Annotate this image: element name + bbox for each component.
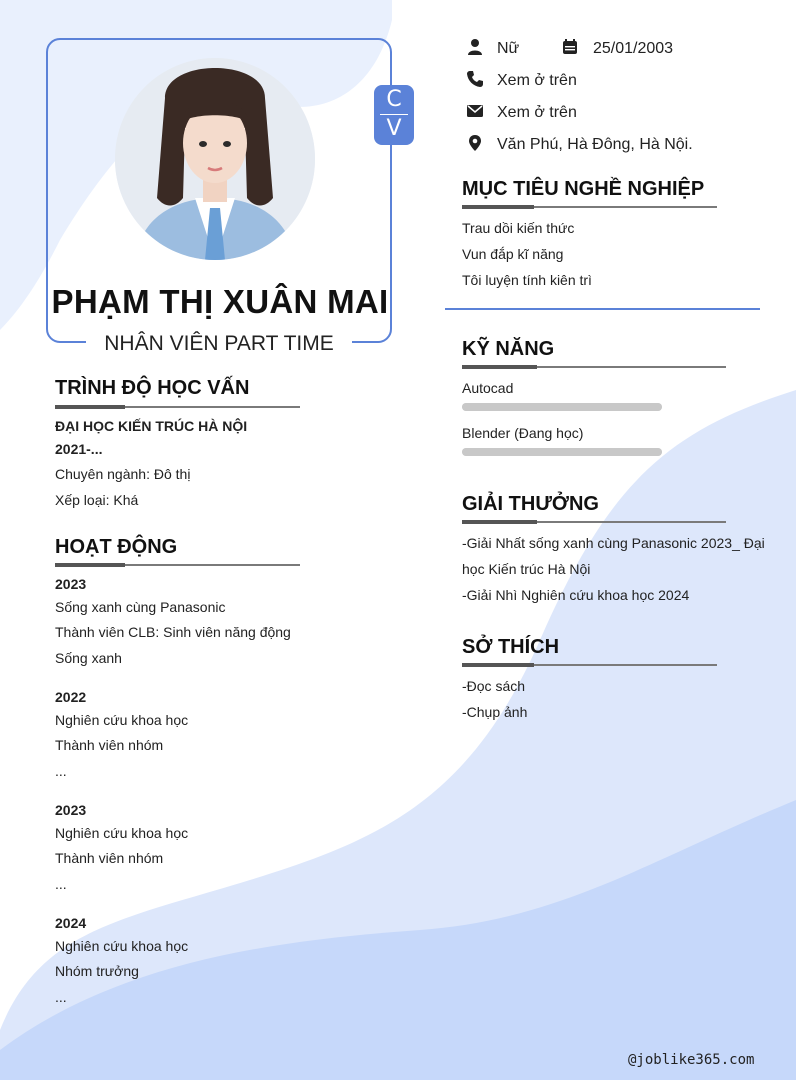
- awards-underline: [462, 521, 726, 523]
- email-icon: [466, 102, 484, 120]
- objective-underline: [462, 206, 717, 208]
- contact-birthday: 25/01/2003: [593, 40, 674, 57]
- activity-line: Nghiên cứu khoa học: [55, 938, 189, 954]
- activity-line: Thành viên CLB: Sinh viên năng động: [55, 624, 291, 640]
- contact-phone: Xem ở trên: [497, 72, 577, 89]
- activity-line: Thành viên nhóm: [55, 737, 164, 753]
- contact-email: Xem ở trên: [497, 104, 577, 121]
- activity-line: ...: [55, 876, 67, 892]
- activity-line: Sống xanh cùng Panasonic: [55, 599, 226, 615]
- portrait-illustration: [115, 58, 315, 260]
- education-heading: TRÌNH ĐỘ HỌC VẤN: [55, 377, 250, 399]
- objective-line: Tôi luyện tính kiên trì: [462, 272, 592, 288]
- hobby-line: -Chụp ảnh: [462, 704, 528, 720]
- watermark: @joblike365.com: [628, 1052, 755, 1068]
- cv-badge-bottom: V: [386, 116, 402, 141]
- activity-line: Nghiên cứu khoa học: [55, 825, 189, 841]
- hobbies-underline: [462, 664, 717, 666]
- cv-badge-divider: [380, 114, 408, 115]
- education-underline: [55, 406, 300, 408]
- contact-gender: Nữ: [497, 40, 520, 57]
- activity-year: 2024: [55, 915, 87, 931]
- job-title: NHÂN VIÊN PART TIME: [86, 330, 352, 358]
- education-major: Chuyên ngành: Đô thị: [55, 466, 191, 482]
- education-school: ĐẠI HỌC KIẾN TRÚC HÀ NỘI: [55, 418, 248, 434]
- skill-level-fill: [462, 448, 662, 456]
- cv-badge: [374, 85, 414, 145]
- skill-name: Autocad: [462, 380, 514, 396]
- award-line: học Kiến trúc Hà Nội: [462, 561, 591, 577]
- calendar-icon: [561, 38, 579, 56]
- awards-heading: GIẢI THƯỞNG: [462, 493, 599, 515]
- activity-year: 2022: [55, 689, 87, 705]
- award-line: -Giải Nhất sống xanh cùng Panasonic 2023_ Đại: [462, 535, 765, 551]
- skill-level-fill: [462, 403, 662, 411]
- activities-underline: [55, 564, 300, 566]
- hobby-line: -Đọc sách: [462, 678, 526, 694]
- skill-level-bar: [462, 448, 662, 456]
- activity-line: Sống xanh: [55, 650, 122, 666]
- award-line: -Giải Nhì Nghiên cứu khoa học 2024: [462, 587, 690, 603]
- activity-line: Nghiên cứu khoa học: [55, 712, 189, 728]
- skill-name: Blender (Đang học): [462, 425, 584, 441]
- cv-badge-top: C: [386, 87, 402, 112]
- education-rank: Xếp loại: Khá: [55, 492, 139, 508]
- hobbies-heading: SỞ THÍCH: [462, 636, 560, 658]
- skills-heading: KỸ NĂNG: [462, 338, 555, 360]
- skill-level-bar: [462, 403, 662, 411]
- activity-line: Thành viên nhóm: [55, 850, 164, 866]
- activity-line: ...: [55, 763, 67, 779]
- objective-line: Vun đắp kĩ năng: [462, 246, 564, 262]
- profile-photo: [115, 58, 315, 260]
- right-column-divider: [445, 308, 760, 310]
- contact-address: Văn Phú, Hà Đông, Hà Nội.: [497, 136, 693, 153]
- phone-icon: [466, 70, 484, 88]
- skills-underline: [462, 366, 726, 368]
- person-icon: [466, 38, 484, 56]
- location-pin-icon: [466, 134, 484, 152]
- activity-line: Nhóm trưởng: [55, 963, 139, 979]
- education-years: 2021-...: [55, 441, 103, 457]
- activity-year: 2023: [55, 576, 87, 592]
- candidate-name: PHẠM THỊ XUÂN MAI: [51, 283, 389, 320]
- activities-heading: HOẠT ĐỘNG: [55, 536, 178, 558]
- objective-line: Trau dồi kiến thức: [462, 220, 575, 236]
- objective-heading: MỤC TIÊU NGHỀ NGHIỆP: [462, 178, 705, 200]
- activity-line: ...: [55, 989, 67, 1005]
- activity-year: 2023: [55, 802, 87, 818]
